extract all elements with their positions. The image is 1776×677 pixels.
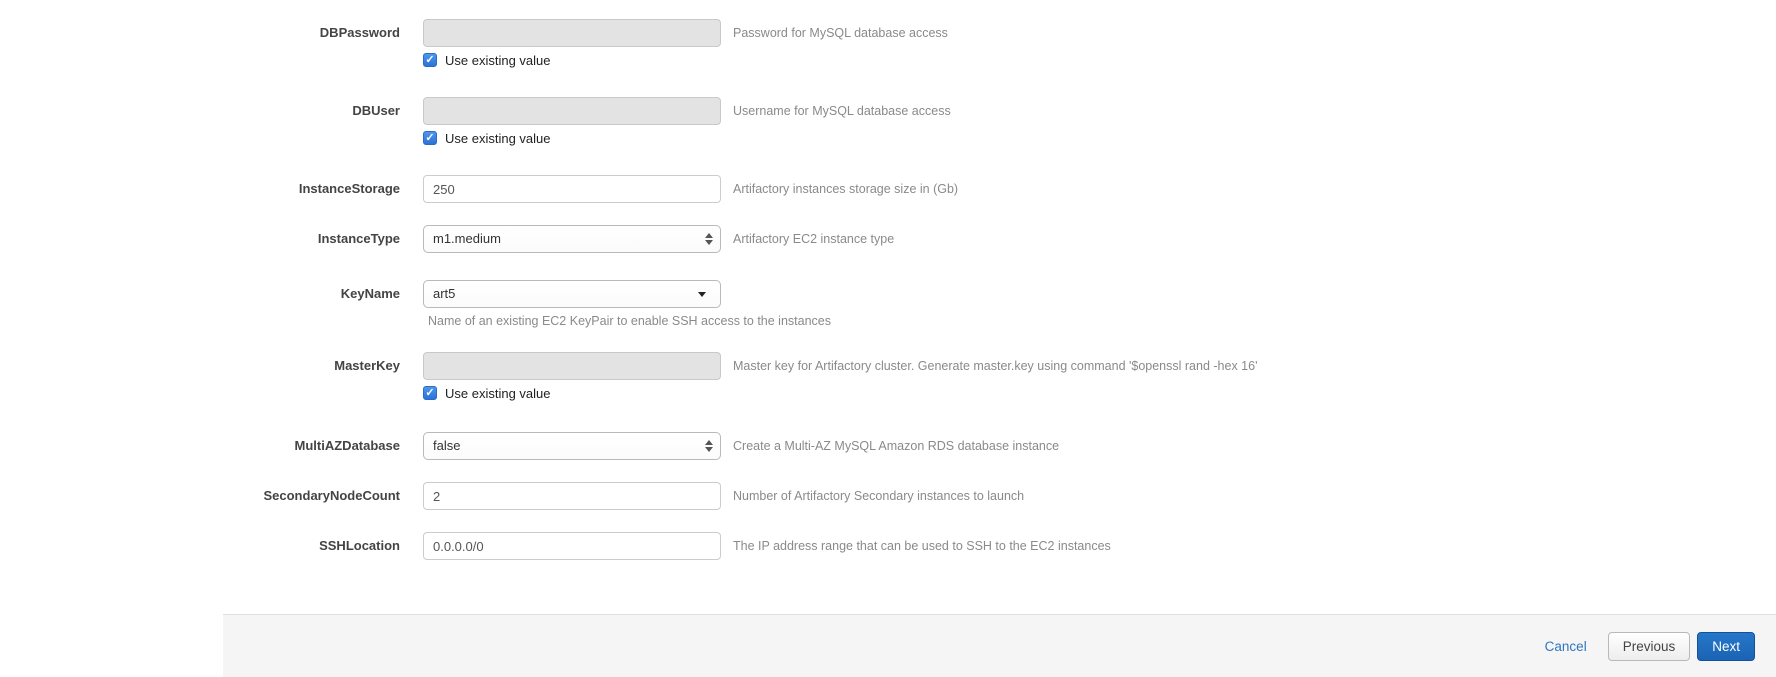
param-label: MasterKey (334, 358, 400, 373)
dbuser-input[interactable] (423, 97, 721, 125)
form-row-masterkey (0, 352, 1776, 401)
instancestorage-input[interactable] (423, 175, 721, 203)
param-label: SSHLocation (319, 538, 400, 553)
control-column (423, 482, 721, 510)
param-description: Number of Artifactory Secondary instances to launch (733, 489, 1025, 503)
control-column (423, 97, 721, 146)
cancel-link[interactable]: Cancel (1544, 638, 1587, 654)
use-existing-value-row (423, 52, 721, 68)
previous-button[interactable]: Previous (1608, 632, 1691, 661)
param-label: InstanceType (317, 231, 400, 246)
param-label: KeyName (340, 286, 400, 301)
form-row-instancetype (0, 225, 1776, 253)
checkbox-label: Use existing value (445, 52, 551, 68)
param-label: InstanceStorage (298, 181, 400, 196)
param-description: The IP address range that can be used to SSH to the EC2 instances (733, 539, 1111, 553)
control-column (423, 225, 721, 253)
param-description: Username for MySQL database access (733, 104, 951, 118)
selected-value: false (433, 438, 461, 453)
control-column (423, 352, 721, 401)
param-label: MultiAZDatabase (294, 438, 400, 453)
select-stepper-icon (705, 233, 713, 245)
param-label: DBPassword (319, 25, 400, 40)
param-label: SecondaryNodeCount (263, 488, 400, 503)
param-description: Artifactory EC2 instance type (733, 232, 895, 246)
control-column (423, 280, 831, 328)
selected-value: art5 (433, 286, 456, 301)
use-existing-value-checkbox[interactable] (423, 53, 437, 67)
checkbox-label: Use existing value (445, 385, 551, 401)
use-existing-value-checkbox[interactable] (423, 131, 437, 145)
param-description: Master key for Artifactory cluster. Generate master.key using command '$openssl rand -hex 16' (733, 359, 1258, 373)
use-existing-value-row (423, 385, 721, 401)
keyname-dropdown[interactable] (423, 280, 721, 308)
dbpassword-input[interactable] (423, 19, 721, 47)
dropdown-caret-icon (698, 292, 706, 297)
checkbox-check-icon: ✓ (425, 132, 435, 144)
use-existing-value-checkbox[interactable] (423, 386, 437, 400)
form-row-sshlocation (0, 532, 1776, 560)
secondarynodecount-input[interactable] (423, 482, 721, 510)
form-row-dbuser (0, 97, 1776, 146)
footer-bar (223, 614, 1776, 677)
use-existing-value-row (423, 130, 721, 146)
form-row-instancestorage (0, 175, 1776, 203)
checkbox-check-icon: ✓ (425, 387, 435, 399)
control-column (423, 432, 721, 460)
control-column (423, 175, 721, 203)
checkbox-check-icon: ✓ (425, 54, 435, 66)
param-description: Password for MySQL database access (733, 26, 948, 40)
form-row-dbpassword (0, 19, 1776, 68)
param-help-text: Name of an existing EC2 KeyPair to enable SSH access to the instances (428, 314, 831, 328)
next-button[interactable]: Next (1697, 632, 1755, 661)
multiazdatabase-select[interactable] (423, 432, 721, 460)
form-row-secondarynodecount (0, 482, 1776, 510)
instancetype-select[interactable] (423, 225, 721, 253)
selected-value: m1.medium (433, 231, 501, 246)
control-column (423, 532, 721, 560)
checkbox-label: Use existing value (445, 130, 551, 146)
form-row-keyname (0, 280, 1776, 328)
sshlocation-input[interactable] (423, 532, 721, 560)
form-row-multiazdatabase (0, 432, 1776, 460)
masterkey-input[interactable] (423, 352, 721, 380)
select-stepper-icon (705, 440, 713, 452)
control-column (423, 19, 721, 68)
param-description: Create a Multi-AZ MySQL Amazon RDS database instance (733, 439, 1060, 453)
param-description: Artifactory instances storage size in (Gb) (733, 182, 959, 196)
param-label: DBUser (352, 103, 400, 118)
